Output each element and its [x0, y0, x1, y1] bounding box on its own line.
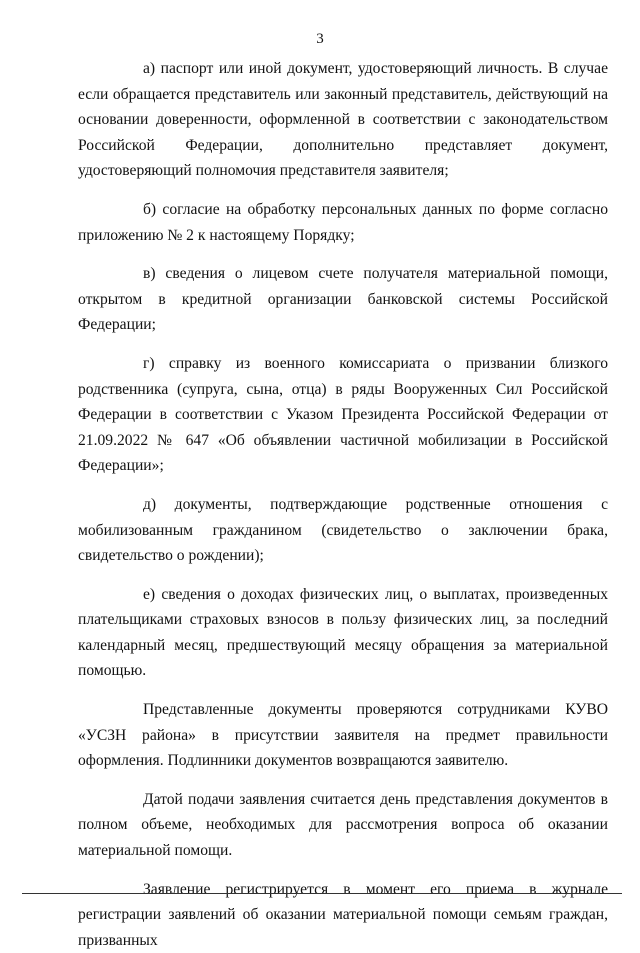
footer-divider: [22, 893, 622, 894]
paragraph-registration: Заявление регистрируется в момент его приема в журнале регистрации заявлений об оказании материальной помощи семьям граждан, призванных: [78, 880, 608, 949]
paragraph-passport: а) паспорт или иной документ, удостоверяющий личность. В случае если обращается представитель или законный представитель, действующий на основании доверенности, оформленной в соответствии с законодательством Российской Федерации, дополнительно представляет документ, удостоверяющий полномочия представителя заявителя;: [78, 60, 608, 180]
paragraph-income-information: е) сведения о доходах физических лиц, о выплатах, произведенных плательщиками страховых взносов в пользу физических лиц, за последний календарный месяц, предшествующий месяцу обращения за материальной помощью.: [78, 585, 608, 680]
paragraph-submission-date: Датой подачи заявления считается день представления документов в полном объеме, необходимых для рассмотрения вопроса об оказании материальной помощи.: [78, 790, 608, 860]
document-body: [78, 56, 608, 953]
paragraph-kinship-documents: д) документы, подтверждающие родственные отношения с мобилизованным гражданином (свидетельство о заключении брака, свидетельство о рождении);: [78, 495, 608, 565]
paragraph-military-certificate: г) справку из военного комиссариата о призвании близкого родственника (супруга, сына, отца) в ряды Вооруженных Сил Российской Федерации в соответствии с Указом Президента Российской Федерации от 21.09.2022 № 647 «Об объявлении частичной мобилизации в Российской Федерации»;: [78, 354, 608, 475]
paragraph-document-verification: Представленные документы проверяются сотрудниками КУВО «УСЗН района» в присутствии заявителя на предмет правильности оформления. Подлинники документов возвращаются заявителю.: [78, 701, 608, 770]
paragraph-bank-account: в) сведения о лицевом счете получателя материальной помощи, открытом в кредитной организации банковской системы Российской Федерации;: [78, 265, 608, 334]
page-number: 3: [316, 31, 324, 47]
paragraph-consent: б) согласие на обработку персональных данных по форме согласно приложению № 2 к настоящему Порядку;: [78, 200, 608, 244]
